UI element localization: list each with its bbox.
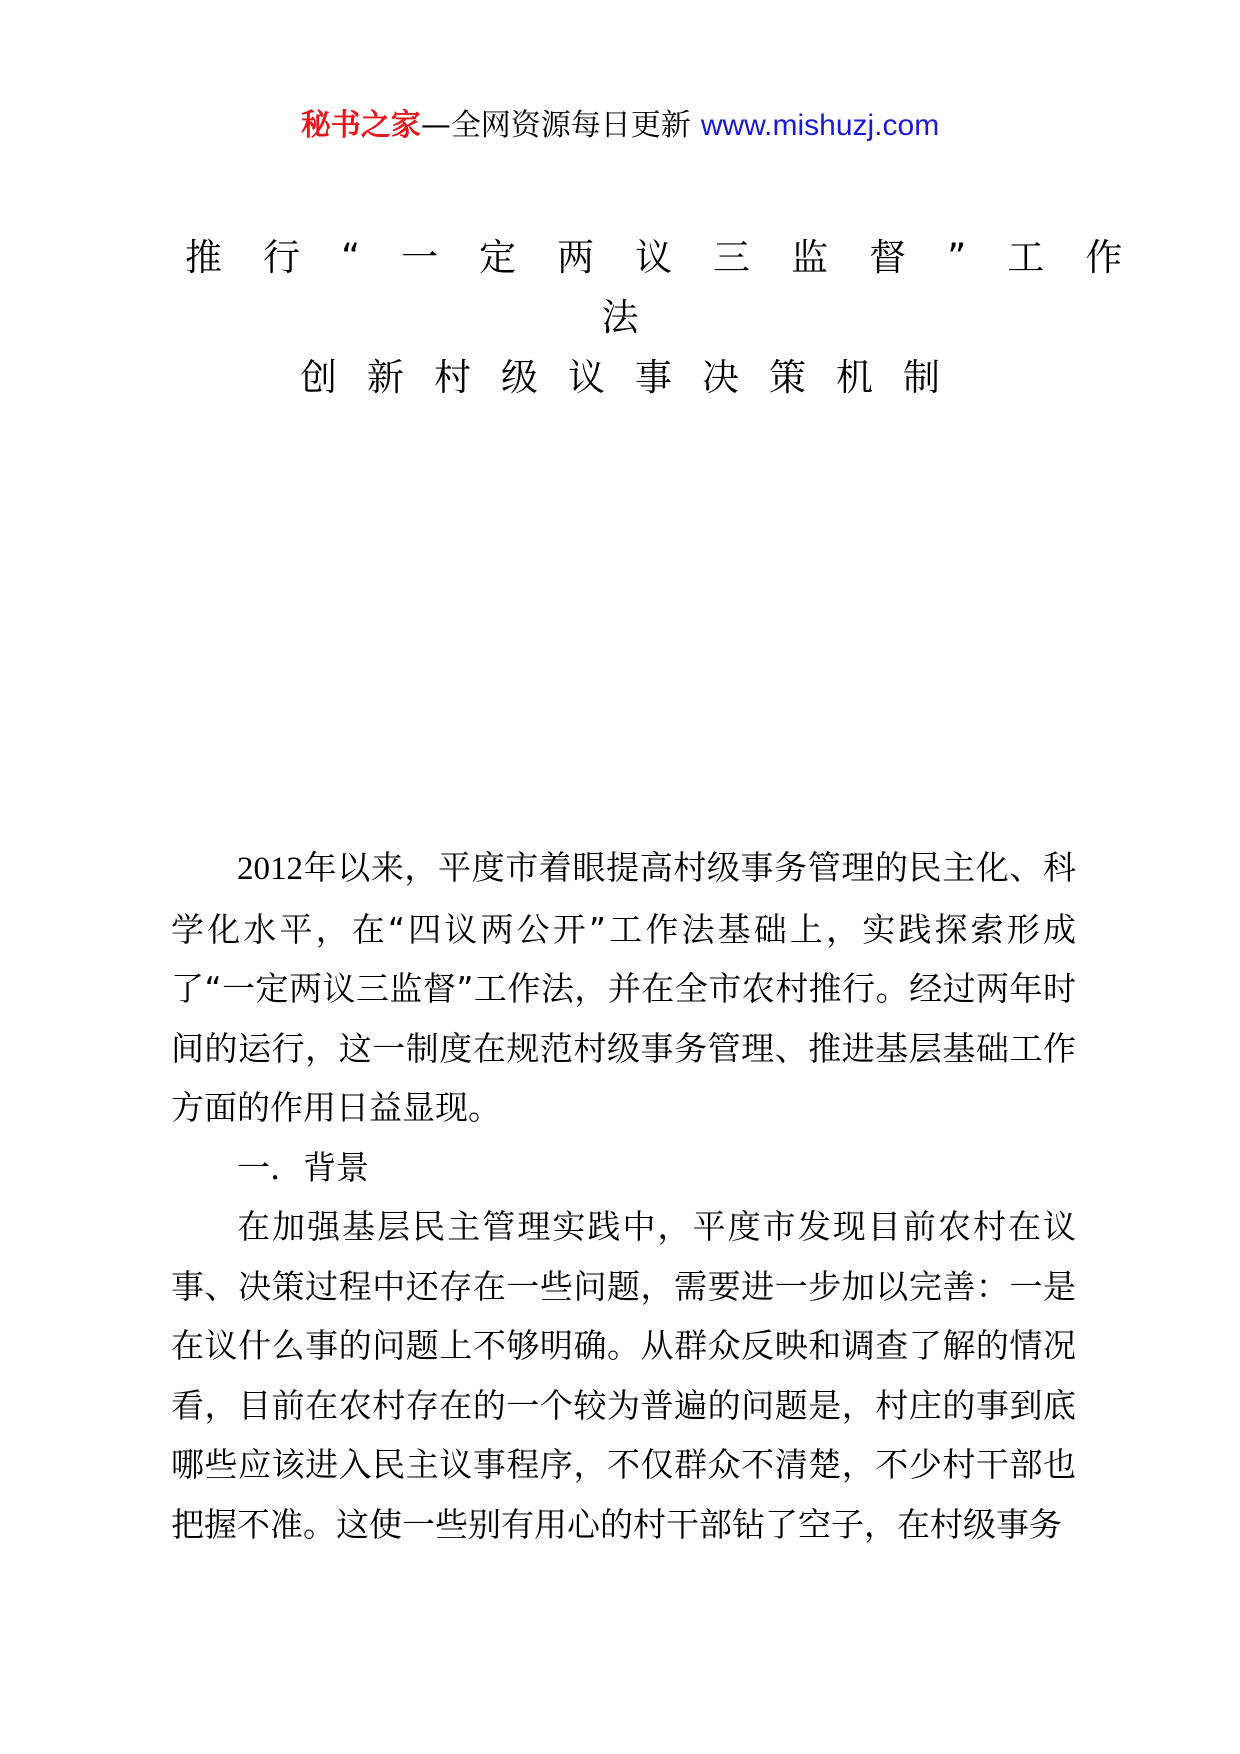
paragraph-intro: [171, 838, 1076, 1138]
header-slogan: —全网资源每日更新: [420, 108, 691, 143]
document-title-line-2: 法: [601, 296, 639, 339]
document-subtitle: 创新村级议事决策机制: [300, 356, 970, 399]
document-title-line-1: 推行“一定两议三监督”工作: [185, 236, 1164, 279]
intro-text: 年以来，平度市着眼提高村级事务管理的民主化、科学化水平，在“四议两公开”工作法基础上，实践探索形成了“一定两议三监督”工作法，并在全市农村推行。经过两年时间的运行，这一制度在规范村级事务管理、推进基层基础工作方面的作用日益显现。: [171, 848, 1076, 1127]
site-header: [0, 104, 1240, 148]
site-url-link[interactable]: www.mishuzj.com: [700, 109, 940, 142]
intro-year: 2012: [237, 851, 303, 887]
paragraph-background: 在加强基层民主管理实践中，平度市发现目前农村在议事、决策过程中还存在一些问题，需要进一步加以完善：一是在议什么事的问题上不够明确。从群众反映和调查了解的情况看，目前在农村存在的一个较为普遍的问题是，村庄的事到底哪些应该进入民主议事程序，不仅群众不清楚，不少村干部也把握不准。这使一些别有用心的村干部钻了空子，在村级事务: [171, 1207, 1076, 1544]
section-heading-background: 一．背景: [237, 1147, 369, 1187]
brand-name: 秘书之家: [300, 108, 421, 143]
document-body: [171, 838, 1076, 1554]
